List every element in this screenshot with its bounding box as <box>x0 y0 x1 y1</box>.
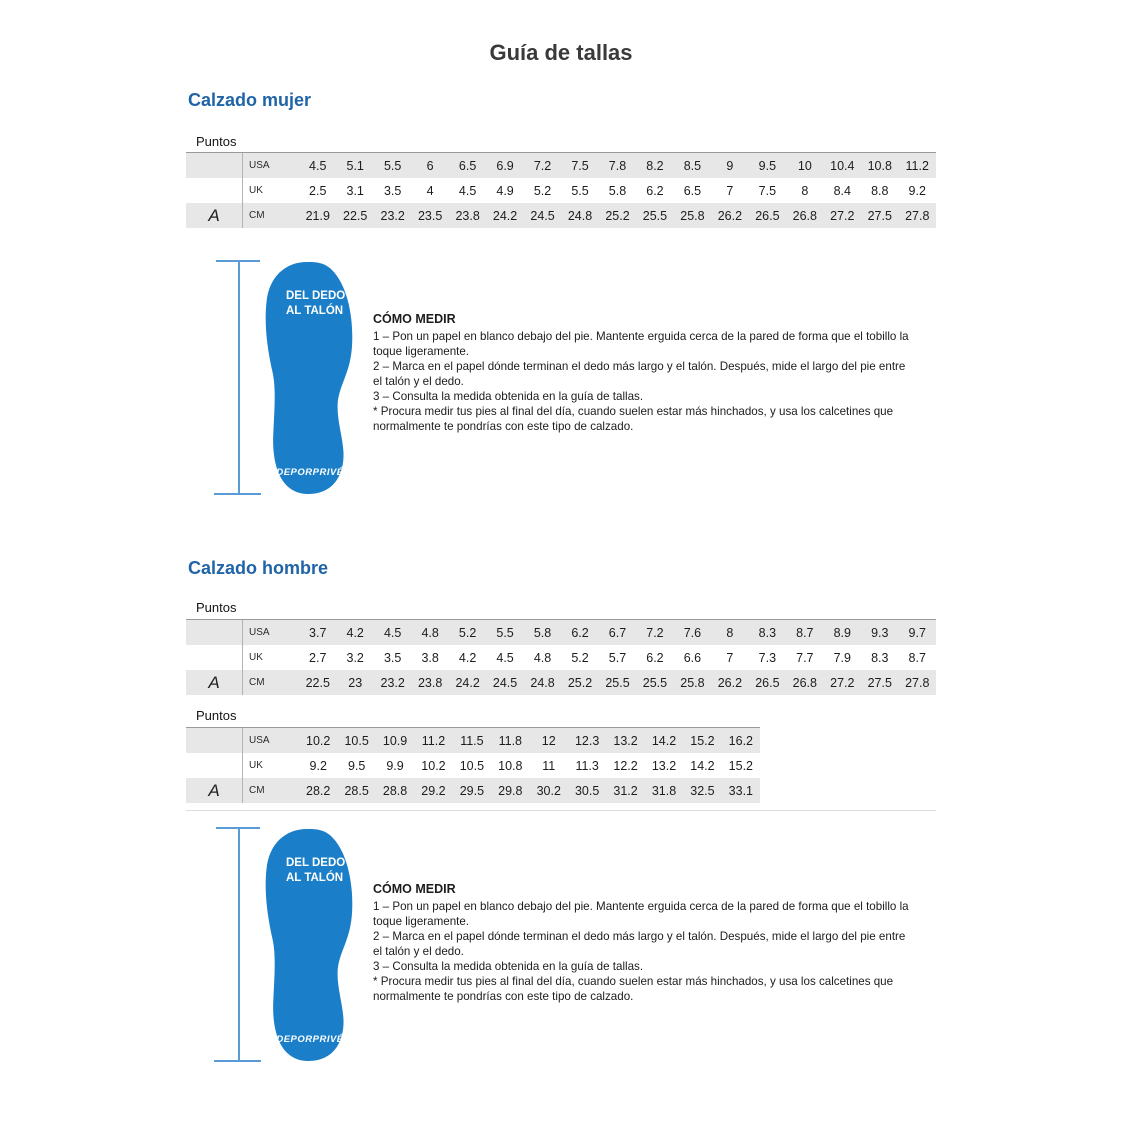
size-value-cell: 7.8 <box>608 158 627 173</box>
row-unit-label: UK <box>249 185 263 196</box>
size-value-cell: 8.8 <box>871 183 889 198</box>
size-value-cell: 3.7 <box>309 625 327 640</box>
size-value-cell: 8.3 <box>871 650 889 665</box>
how-to-measure-heading: CÓMO MEDIR <box>373 882 456 896</box>
table-row <box>186 778 760 803</box>
row-side-label: A <box>186 670 243 695</box>
table-row <box>186 178 936 203</box>
size-value-cell: 6.7 <box>608 625 627 640</box>
size-value-cell: 2.5 <box>309 183 327 198</box>
foot-label-line2: AL TALÓN <box>286 305 344 317</box>
size-value-cell: 23.5 <box>417 208 443 223</box>
how-to-measure-men <box>373 882 913 1004</box>
size-value-cell: 29.2 <box>421 783 446 798</box>
size-value-cell: 27.8 <box>905 208 930 223</box>
measure-step-2: 2 – Marca en el papel dónde terminan el dedo más largo y el talón. Después, mide el largo del pie entre el talón y el dedo. <box>373 360 906 388</box>
measure-note: * Procura medir tus pies al final del día, cuando suelen estar más hinchados, y usa los calcetines que normalmente te pondrías con este tipo de calzado. <box>373 405 894 433</box>
size-value-cell: 10.9 <box>382 733 408 748</box>
size-value-cell: 10.5 <box>459 758 485 773</box>
size-value-cell: 8.3 <box>758 625 777 640</box>
measure-note: * Procura medir tus pies al final del día, cuando suelen estar más hinchados, y usa los calcetines que normalmente te pondrías con este tipo de calzado. <box>373 975 894 1003</box>
size-value-cell: 6.2 <box>571 625 589 640</box>
size-value-cell: 8 <box>726 625 734 640</box>
size-value-cell: 7.5 <box>758 183 777 198</box>
measure-step-1: 1 – Pon un papel en blanco debajo del pie. Mantente erguida cerca de la pared de forma que el tobillo la toque ligeramente. <box>373 330 909 358</box>
size-value-cell: 33.1 <box>728 783 754 798</box>
size-value-cell: 10.2 <box>421 758 446 773</box>
size-value-cell: 9.2 <box>309 758 327 773</box>
measure-step-3: 3 – Consulta la medida obtenida en la guía de tallas. <box>373 960 644 973</box>
size-value-cell: 5.8 <box>608 183 627 198</box>
row-side-label <box>186 620 243 645</box>
size-value-cell: 27.8 <box>905 675 930 690</box>
size-value-cell: 12 <box>541 733 556 748</box>
size-value-cell: 24.2 <box>492 208 518 223</box>
size-value-cell: 15.2 <box>728 758 754 773</box>
size-value-cell: 8.2 <box>646 158 664 173</box>
size-value-cell: 9.5 <box>758 158 777 173</box>
size-value-cell: 5.2 <box>571 650 589 665</box>
size-value-cell: 13.2 <box>613 733 638 748</box>
row-unit-label: USA <box>249 735 270 746</box>
size-value-cell: 11 <box>542 758 556 773</box>
size-value-cell: 27.2 <box>830 675 855 690</box>
size-value-cell: 21.9 <box>305 208 330 223</box>
row-side-label <box>186 753 243 778</box>
size-value-cell: 8.9 <box>833 625 851 640</box>
size-value-cell: 7.9 <box>833 650 851 665</box>
size-value-cell: 6 <box>426 158 434 173</box>
size-value-cell: 8.7 <box>908 650 926 665</box>
row-unit-label: CM <box>249 677 265 688</box>
size-value-cell: 23.8 <box>417 675 443 690</box>
size-value-cell: 7.5 <box>571 158 589 173</box>
table-row <box>186 645 936 670</box>
table-row <box>186 753 760 778</box>
size-value-cell: 5.1 <box>346 158 364 173</box>
size-value-cell: 23.2 <box>380 208 405 223</box>
measure-step-2: 2 – Marca en el papel dónde terminan el dedo más largo y el talón. Después, mide el largo del pie entre el talón y el dedo. <box>373 930 906 958</box>
size-value-cell: 10.4 <box>830 158 855 173</box>
measurement-line <box>214 261 261 494</box>
size-value-cell: 26.5 <box>755 208 780 223</box>
size-value-cell: 11.2 <box>905 158 929 173</box>
size-value-cell: 5.2 <box>458 625 477 640</box>
size-value-cell: 7 <box>726 183 734 198</box>
table-row <box>186 153 936 178</box>
size-value-cell: 4 <box>426 183 434 198</box>
size-value-cell: 10.8 <box>498 758 523 773</box>
size-value-cell: 31.8 <box>651 783 677 798</box>
size-value-cell: 9.5 <box>347 758 366 773</box>
row-side-label <box>186 178 243 203</box>
size-value-cell: 4.8 <box>533 650 552 665</box>
size-value-cell: 26.8 <box>792 208 817 223</box>
row-unit-label: USA <box>249 627 270 638</box>
row-unit-label: UK <box>249 760 263 771</box>
size-value-cell: 22.5 <box>343 208 368 223</box>
size-value-cell: 3.5 <box>383 650 402 665</box>
size-value-cell: 29.5 <box>459 783 485 798</box>
size-value-cell: 4.5 <box>309 158 327 173</box>
size-value-cell: 23 <box>348 675 363 690</box>
foot-measure-diagram-men <box>210 821 360 1067</box>
points-label-men-1: Puntos <box>196 600 237 615</box>
section-heading-women: Calzado mujer <box>188 90 312 110</box>
size-value-cell: 22.5 <box>305 675 330 690</box>
points-label-men-2: Puntos <box>196 708 237 723</box>
size-value-cell: 7.3 <box>758 650 777 665</box>
size-value-cell: 29.8 <box>498 783 523 798</box>
size-value-cell: 25.5 <box>642 675 668 690</box>
size-value-cell: 7.2 <box>646 625 664 640</box>
size-value-cell: 3.2 <box>346 650 364 665</box>
size-value-cell: 6.6 <box>683 650 702 665</box>
size-value-cell: 14.2 <box>690 758 715 773</box>
size-value-cell: 9.2 <box>908 183 926 198</box>
how-to-measure-women <box>373 312 913 434</box>
size-value-cell: 4.2 <box>346 625 364 640</box>
section-heading-men: Calzado hombre <box>188 558 329 578</box>
size-value-cell: 3.8 <box>421 650 439 665</box>
row-side-label <box>186 728 243 753</box>
row-unit-label: UK <box>249 652 263 663</box>
size-value-cell: 27.2 <box>830 208 855 223</box>
size-value-cell: 9.9 <box>386 758 404 773</box>
size-value-cell: 14.2 <box>651 733 677 748</box>
size-value-cell: 6.2 <box>646 183 664 198</box>
size-value-cell: 3.1 <box>346 183 364 198</box>
size-value-cell: 2.7 <box>309 650 327 665</box>
foot-measure-diagram-women <box>210 254 360 500</box>
size-value-cell: 15.2 <box>690 733 715 748</box>
size-value-cell: 25.2 <box>567 675 593 690</box>
size-value-cell: 10.5 <box>344 733 369 748</box>
size-value-cell: 25.8 <box>680 675 705 690</box>
size-value-cell: 27.5 <box>867 675 892 690</box>
size-value-cell: 6.9 <box>496 158 514 173</box>
size-value-cell: 24.2 <box>455 675 480 690</box>
size-value-cell: 5.7 <box>608 650 627 665</box>
how-to-measure-heading: CÓMO MEDIR <box>373 312 456 326</box>
size-value-cell: 28.8 <box>382 783 408 798</box>
size-value-cell: 9 <box>726 158 734 173</box>
size-value-cell: 3.5 <box>383 183 402 198</box>
size-value-cell: 6.5 <box>458 158 477 173</box>
size-value-cell: 5.2 <box>533 183 552 198</box>
size-value-cell: 8.7 <box>796 625 814 640</box>
size-value-cell: 30.2 <box>536 783 561 798</box>
size-value-cell: 4.8 <box>421 625 439 640</box>
measure-step-3: 3 – Consulta la medida obtenida en la guía de tallas. <box>373 390 644 403</box>
size-value-cell: 27.5 <box>867 208 892 223</box>
row-unit-label: CM <box>249 785 265 796</box>
size-value-cell: 5.8 <box>533 625 552 640</box>
size-value-cell: 11.5 <box>460 733 484 748</box>
size-value-cell: 24.5 <box>530 208 555 223</box>
foot-label-line1: DEL DEDO <box>286 857 346 869</box>
size-value-cell: 4.5 <box>458 183 477 198</box>
size-value-cell: 11.3 <box>575 758 599 773</box>
size-value-cell: 32.5 <box>690 783 715 798</box>
section-divider <box>186 810 936 811</box>
size-value-cell: 7.7 <box>796 650 814 665</box>
size-value-cell: 25.8 <box>680 208 705 223</box>
size-value-cell: 24.5 <box>492 675 518 690</box>
men-size-table-2 <box>186 727 760 803</box>
size-value-cell: 24.8 <box>567 208 593 223</box>
size-value-cell: 10.8 <box>867 158 892 173</box>
size-value-cell: 26.8 <box>792 675 817 690</box>
size-value-cell: 28.5 <box>344 783 369 798</box>
size-value-cell: 12.2 <box>613 758 638 773</box>
size-value-cell: 8.4 <box>833 183 851 198</box>
size-value-cell: 7.2 <box>533 158 552 173</box>
row-side-label <box>186 645 243 670</box>
size-value-cell: 23.8 <box>455 208 480 223</box>
size-value-cell: 6.2 <box>646 650 664 665</box>
foot-label-line1: DEL DEDO <box>286 290 346 302</box>
size-value-cell: 26.2 <box>717 208 743 223</box>
size-value-cell: 8 <box>801 183 809 198</box>
women-size-table <box>186 152 936 228</box>
measure-step-1: 1 – Pon un papel en blanco debajo del pie. Mantente erguida cerca de la pared de forma que el tobillo la toque ligeramente. <box>373 900 909 928</box>
size-value-cell: 4.5 <box>383 625 402 640</box>
points-label-women: Puntos <box>196 134 237 149</box>
size-value-cell: 25.5 <box>605 675 630 690</box>
size-value-cell: 4.2 <box>458 650 477 665</box>
page-title: Guía de tallas <box>489 40 633 65</box>
size-value-cell: 10.2 <box>306 733 331 748</box>
size-value-cell: 11.2 <box>421 733 446 748</box>
size-value-cell: 5.5 <box>383 158 402 173</box>
size-value-cell: 5.5 <box>496 625 514 640</box>
size-value-cell: 5.5 <box>571 183 589 198</box>
size-value-cell: 28.2 <box>306 783 331 798</box>
size-value-cell: 11.8 <box>498 733 523 748</box>
brand-logo-text: DEPORPRIVÉ <box>276 467 344 478</box>
row-side-label: A <box>186 203 243 228</box>
row-unit-label: CM <box>249 210 265 221</box>
size-value-cell: 7.6 <box>683 625 702 640</box>
men-size-table-1 <box>186 619 936 695</box>
row-side-label: A <box>186 778 243 803</box>
size-value-cell: 9.7 <box>908 625 926 640</box>
table-row <box>186 203 936 228</box>
row-unit-label: USA <box>249 160 270 171</box>
size-value-cell: 4.9 <box>496 183 514 198</box>
size-value-cell: 16.2 <box>728 733 754 748</box>
brand-logo-text: DEPORPRIVÉ <box>276 1034 344 1045</box>
row-side-label <box>186 153 243 178</box>
measurement-line <box>214 828 261 1061</box>
table-row <box>186 670 936 695</box>
size-value-cell: 9.3 <box>871 625 889 640</box>
table-row <box>186 728 760 753</box>
size-value-cell: 30.5 <box>574 783 600 798</box>
foot-label-line2: AL TALÓN <box>286 872 344 884</box>
size-value-cell: 8.5 <box>683 158 702 173</box>
size-value-cell: 23.2 <box>380 675 405 690</box>
size-value-cell: 26.2 <box>717 675 743 690</box>
size-value-cell: 4.5 <box>496 650 514 665</box>
size-value-cell: 25.5 <box>642 208 668 223</box>
size-value-cell: 24.8 <box>530 675 555 690</box>
size-value-cell: 25.2 <box>605 208 630 223</box>
size-value-cell: 10 <box>797 158 812 173</box>
size-value-cell: 31.2 <box>613 783 638 798</box>
size-value-cell: 26.5 <box>755 675 780 690</box>
table-row <box>186 620 936 645</box>
size-value-cell: 6.5 <box>683 183 702 198</box>
size-value-cell: 13.2 <box>651 758 677 773</box>
size-value-cell: 12.3 <box>574 733 600 748</box>
size-value-cell: 7 <box>726 650 734 665</box>
